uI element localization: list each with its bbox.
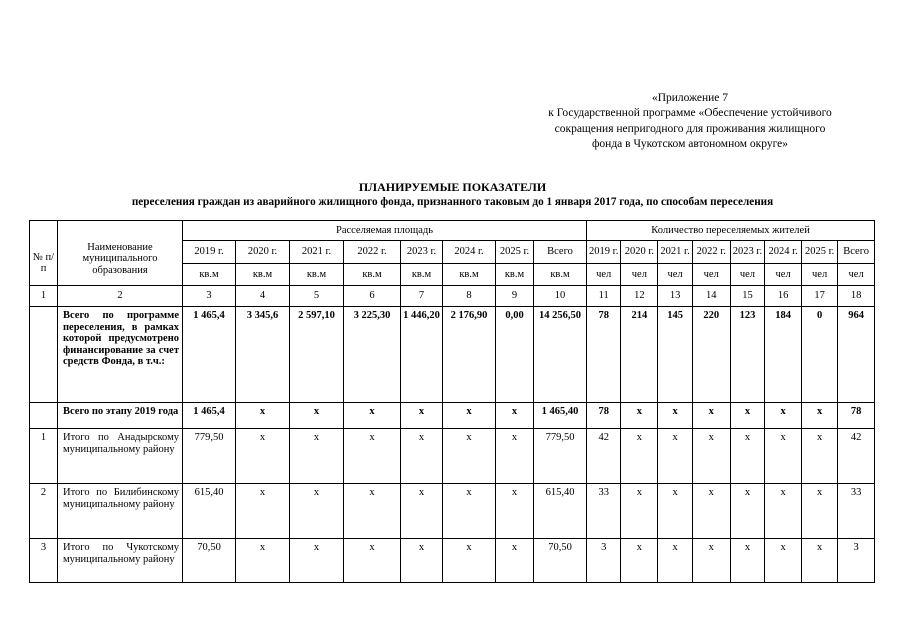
table-cell: х bbox=[658, 484, 692, 539]
row-name: Всего по этапу 2019 года bbox=[58, 403, 183, 429]
table-cell: 42 bbox=[587, 429, 621, 484]
table-cell: 615,40 bbox=[534, 484, 587, 539]
table-cell: х bbox=[496, 539, 534, 583]
column-number: 2 bbox=[58, 286, 183, 307]
table-cell: х bbox=[692, 539, 730, 583]
row-number bbox=[30, 307, 58, 403]
table-cell: 70,50 bbox=[183, 539, 236, 583]
table-cell: х bbox=[765, 403, 802, 429]
table-cell: х bbox=[621, 403, 658, 429]
table-cell: х bbox=[344, 403, 401, 429]
column-number: 9 bbox=[496, 286, 534, 307]
column-number: 13 bbox=[658, 286, 692, 307]
year-header-people: 2019 г. bbox=[587, 241, 621, 264]
table-cell: х bbox=[290, 484, 344, 539]
year-header-people: 2023 г. bbox=[730, 241, 764, 264]
column-number: 6 bbox=[344, 286, 401, 307]
table-cell: х bbox=[290, 429, 344, 484]
table-cell: х bbox=[496, 429, 534, 484]
unit-area: кв.м bbox=[344, 264, 401, 286]
table-cell: 3 bbox=[587, 539, 621, 583]
table-cell: х bbox=[290, 539, 344, 583]
table-cell: 1 465,40 bbox=[534, 403, 587, 429]
group-header-area: Расселяемая площадь bbox=[183, 221, 587, 241]
unit-people: чел bbox=[621, 264, 658, 286]
title-subtitle: переселения граждан из аварийного жилищного фонда, признанного таковым до 1 января 2017 года, по способам переселения bbox=[131, 196, 774, 208]
table-cell: х bbox=[236, 429, 290, 484]
unit-people: чел bbox=[587, 264, 621, 286]
table-cell: х bbox=[692, 403, 730, 429]
table-cell: 2 597,10 bbox=[290, 307, 344, 403]
appendix-note bbox=[520, 91, 860, 152]
appendix-line: «Приложение 7 bbox=[651, 92, 729, 104]
unit-people: чел bbox=[730, 264, 764, 286]
column-number: 3 bbox=[183, 286, 236, 307]
table-cell: х bbox=[692, 484, 730, 539]
table-cell: х bbox=[236, 484, 290, 539]
column-number: 18 bbox=[838, 286, 875, 307]
table-cell: х bbox=[802, 429, 838, 484]
table-cell: х bbox=[496, 403, 534, 429]
table-cell: 70,50 bbox=[534, 539, 587, 583]
table-cell: х bbox=[401, 403, 443, 429]
table-cell: 78 bbox=[587, 307, 621, 403]
table-row bbox=[30, 403, 875, 429]
year-header-area: 2024 г. bbox=[443, 241, 496, 264]
column-number: 10 bbox=[534, 286, 587, 307]
table-cell: х bbox=[401, 429, 443, 484]
table-cell: 78 bbox=[838, 403, 875, 429]
unit-area: кв.м bbox=[290, 264, 344, 286]
unit-area: кв.м bbox=[496, 264, 534, 286]
column-number: 15 bbox=[730, 286, 764, 307]
row-number bbox=[30, 403, 58, 429]
unit-people: чел bbox=[765, 264, 802, 286]
table-cell: 0 bbox=[802, 307, 838, 403]
year-header-area: 2023 г. bbox=[401, 241, 443, 264]
unit-people: чел bbox=[658, 264, 692, 286]
table-cell: х bbox=[621, 429, 658, 484]
year-header-people: 2024 г. bbox=[765, 241, 802, 264]
table-cell: х bbox=[658, 403, 692, 429]
table-row bbox=[30, 429, 875, 484]
table-cell: 14 256,50 bbox=[534, 307, 587, 403]
table-cell: х bbox=[621, 539, 658, 583]
year-header-area: Всего bbox=[534, 241, 587, 264]
table-cell: х bbox=[730, 429, 764, 484]
table-cell: 964 bbox=[838, 307, 875, 403]
table-cell: х bbox=[236, 403, 290, 429]
table-cell: 2 176,90 bbox=[443, 307, 496, 403]
table-cell: 42 bbox=[838, 429, 875, 484]
year-header-area: 2020 г. bbox=[236, 241, 290, 264]
table-cell: 3 bbox=[838, 539, 875, 583]
table-cell: 123 bbox=[730, 307, 764, 403]
table-cell: х bbox=[496, 484, 534, 539]
column-number: 11 bbox=[587, 286, 621, 307]
row-name: Всего по программе переселения, в рамках которой предусмотрено финансирование за счет средств Фонда, в т.ч.: bbox=[58, 307, 183, 403]
row-number: 2 bbox=[30, 484, 58, 539]
row-name: Итого по Чукотскому муниципальному району bbox=[58, 539, 183, 583]
unit-area: кв.м bbox=[534, 264, 587, 286]
year-header-people: 2022 г. bbox=[692, 241, 730, 264]
table-cell: х bbox=[344, 429, 401, 484]
table-cell: 145 bbox=[658, 307, 692, 403]
table-cell: х bbox=[658, 539, 692, 583]
unit-people: чел bbox=[838, 264, 875, 286]
unit-area: кв.м bbox=[443, 264, 496, 286]
unit-area: кв.м bbox=[236, 264, 290, 286]
table-cell: х bbox=[730, 403, 764, 429]
table-cell: 220 bbox=[692, 307, 730, 403]
column-header-name: Наименование муниципального образования bbox=[58, 221, 183, 286]
row-number: 3 bbox=[30, 539, 58, 583]
table-cell: х bbox=[730, 539, 764, 583]
table-cell: х bbox=[692, 429, 730, 484]
table-cell: 1 446,20 bbox=[401, 307, 443, 403]
row-number: 1 bbox=[30, 429, 58, 484]
table-cell: 1 465,4 bbox=[183, 307, 236, 403]
table-cell: х bbox=[765, 539, 802, 583]
table-cell: х bbox=[344, 539, 401, 583]
table-row bbox=[30, 539, 875, 583]
appendix-line: к Государственной программе «Обеспечение устойчивого bbox=[548, 107, 832, 120]
indicators-table bbox=[29, 220, 875, 583]
column-number: 17 bbox=[802, 286, 838, 307]
table-cell: х bbox=[765, 429, 802, 484]
title-main: ПЛАНИРУЕМЫЕ ПОКАЗАТЕЛИ bbox=[358, 180, 547, 194]
column-number: 12 bbox=[621, 286, 658, 307]
table-cell: х bbox=[401, 484, 443, 539]
column-number: 1 bbox=[30, 286, 58, 307]
column-number: 16 bbox=[765, 286, 802, 307]
table-cell: х bbox=[621, 484, 658, 539]
column-number: 4 bbox=[236, 286, 290, 307]
year-header-area: 2025 г. bbox=[496, 241, 534, 264]
table-cell: 615,40 bbox=[183, 484, 236, 539]
table-cell: х bbox=[443, 429, 496, 484]
row-name: Итого по Билибинскому муниципальному району bbox=[58, 484, 183, 539]
table-cell: х bbox=[401, 539, 443, 583]
group-header-people: Количество переселяемых жителей bbox=[587, 221, 875, 241]
column-header-number: № п/п bbox=[30, 221, 58, 286]
table-cell: 33 bbox=[587, 484, 621, 539]
table-cell: 3 225,30 bbox=[344, 307, 401, 403]
year-header-people: 2025 г. bbox=[802, 241, 838, 264]
table-cell: 33 bbox=[838, 484, 875, 539]
unit-area: кв.м bbox=[183, 264, 236, 286]
table-cell: х bbox=[290, 403, 344, 429]
unit-area: кв.м bbox=[401, 264, 443, 286]
table-cell: х bbox=[802, 403, 838, 429]
column-number: 7 bbox=[401, 286, 443, 307]
table-cell: х bbox=[730, 484, 764, 539]
year-header-area: 2019 г. bbox=[183, 241, 236, 264]
table-cell: 0,00 bbox=[496, 307, 534, 403]
year-header-people: 2020 г. bbox=[621, 241, 658, 264]
table-cell: х bbox=[802, 484, 838, 539]
document-title bbox=[40, 180, 865, 210]
appendix-line: фонда в Чукотском автономном округе» bbox=[591, 137, 789, 150]
table-cell: х bbox=[344, 484, 401, 539]
year-header-area: 2021 г. bbox=[290, 241, 344, 264]
row-name: Итого по Анадырскому муниципальному району bbox=[58, 429, 183, 484]
year-header-area: 2022 г. bbox=[344, 241, 401, 264]
table-cell: х bbox=[443, 484, 496, 539]
table-row bbox=[30, 307, 875, 403]
table-cell: 779,50 bbox=[183, 429, 236, 484]
table-cell: х bbox=[443, 539, 496, 583]
table-cell: 184 bbox=[765, 307, 802, 403]
table-row bbox=[30, 484, 875, 539]
appendix-line: сокращения непригодного для проживания жилищного bbox=[554, 122, 826, 135]
table-cell: х bbox=[443, 403, 496, 429]
table-cell: х bbox=[658, 429, 692, 484]
unit-people: чел bbox=[802, 264, 838, 286]
column-number: 14 bbox=[692, 286, 730, 307]
table-cell: х bbox=[236, 539, 290, 583]
column-number: 5 bbox=[290, 286, 344, 307]
table-cell: 214 bbox=[621, 307, 658, 403]
table-cell: 1 465,4 bbox=[183, 403, 236, 429]
year-header-people: Всего bbox=[838, 241, 875, 264]
year-header-people: 2021 г. bbox=[658, 241, 692, 264]
table-cell: 3 345,6 bbox=[236, 307, 290, 403]
table-cell: 78 bbox=[587, 403, 621, 429]
table-cell: 779,50 bbox=[534, 429, 587, 484]
column-number: 8 bbox=[443, 286, 496, 307]
table-cell: х bbox=[802, 539, 838, 583]
unit-people: чел bbox=[692, 264, 730, 286]
table-cell: х bbox=[765, 484, 802, 539]
